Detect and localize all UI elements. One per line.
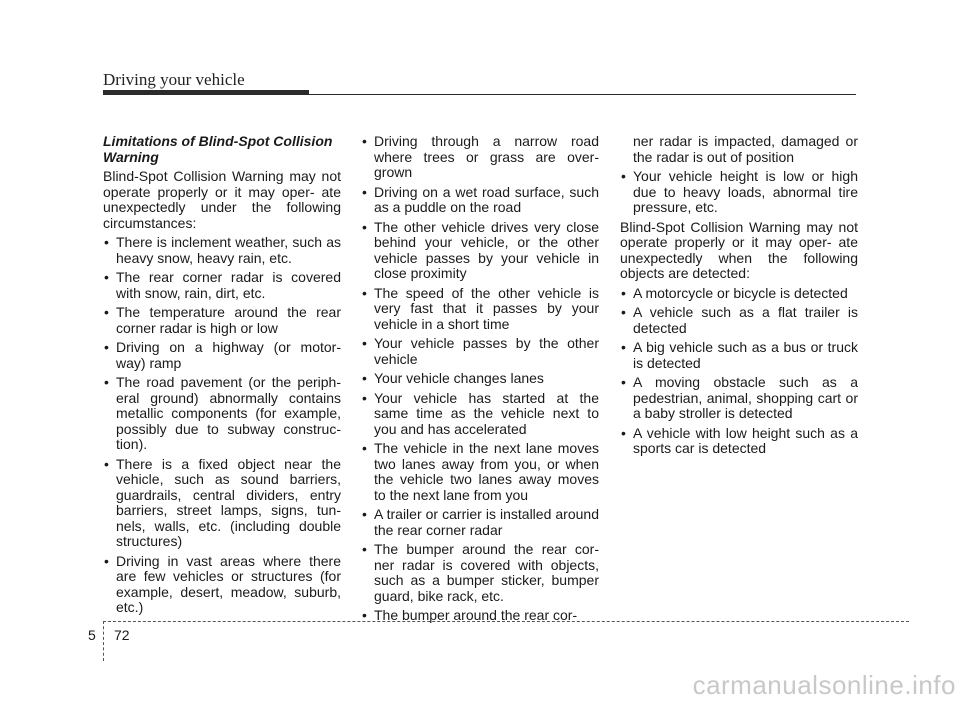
watermark: carmanualsonline.info: [692, 670, 956, 700]
list-item: • The rear corner radar is covered with snow, rain, dirt, etc.: [103, 270, 341, 301]
header-title: Driving your vehicle: [103, 70, 245, 89]
column-2: [361, 134, 599, 628]
list-item: • The road pavement (or the periph- eral ground) abnormally contains metallic components (for example, possibly due to subway construc- tion).: [103, 375, 341, 453]
footer-rule: [103, 621, 909, 622]
list-item: • There is inclement weather, such as heavy snow, heavy rain, etc.: [103, 235, 341, 266]
list-item: • Driving on a highway (or motor- way) ramp: [103, 340, 341, 371]
list-item: • The speed of the other vehicle is very fast that it passes by your vehicle in a short time: [361, 286, 599, 333]
condition-list: [361, 134, 599, 624]
list-item: • Your vehicle passes by the other vehicle: [361, 336, 599, 367]
footer-divider: [103, 621, 104, 661]
object-list: [620, 286, 858, 457]
list-item: • Driving in vast areas where there are few vehicles or structures (for example, desert, meadow, suburb, etc.): [103, 554, 341, 616]
intro-paragraph: Blind-Spot Collision Warning may not operate properly or it may oper- ate unexpectedly under the following circumstances:: [103, 168, 341, 231]
header-rule: [309, 94, 856, 95]
list-item: • The bumper around the rear cor- ner radar is covered with objects, such as a bumper sticker, bumper guard, bike rack, etc.: [361, 542, 599, 604]
intro-paragraph: Blind-Spot Collision Warning may not operate properly or it may oper- ate unexpectedly when the following objects are detected:: [620, 218, 858, 281]
list-item: • A big vehicle such as a bus or truck is detected: [620, 340, 858, 371]
list-item: • Your vehicle height is low or high due to heavy loads, abnormal tire pressure, etc.: [620, 169, 858, 216]
list-item: • A trailer or carrier is installed around the rear corner radar: [361, 507, 599, 538]
header-bar: [103, 90, 309, 95]
column-3: [620, 134, 858, 461]
list-item: • Your vehicle has started at the same time as the vehicle next to you and has accelerated: [361, 391, 599, 438]
section-heading: Limitations of Blind-Spot Collision Warning: [103, 133, 333, 165]
column-1: [103, 134, 341, 620]
list-item: • A moving obstacle such as a pedestrian, animal, shopping cart or a baby stroller is detected: [620, 375, 858, 422]
page-number: 72: [114, 627, 130, 643]
list-item: • A vehicle with low height such as a sports car is detected: [620, 426, 858, 457]
list-item: • There is a fixed object near the vehicle, such as sound barriers, guardrails, central dividers, entry barriers, street lamps, signs, tun- nels, walls, etc. (including double structures): [103, 457, 341, 550]
condition-list: [620, 169, 858, 216]
list-item: • The other vehicle drives very close behind your vehicle, or the other vehicle passes by your vehicle in close proximity: [361, 220, 599, 282]
chapter-number: 5: [88, 627, 96, 643]
condition-list: [103, 235, 341, 616]
list-item: • Your vehicle changes lanes: [361, 371, 599, 387]
list-item: • The bumper around the rear cor-: [361, 608, 599, 624]
list-item: • Driving on a wet road surface, such as a puddle on the road: [361, 185, 599, 216]
list-item: • A vehicle such as a flat trailer is detected: [620, 305, 858, 336]
list-item: • A motorcycle or bicycle is detected: [620, 286, 858, 302]
list-item-continuation: ner radar is impacted, damaged or the radar is out of position: [633, 133, 858, 165]
list-item: • The temperature around the rear corner radar is high or low: [103, 305, 341, 336]
list-item: • Driving through a narrow road where trees or grass are over- grown: [361, 134, 599, 181]
list-item: • The vehicle in the next lane moves two lanes away from you, or when the vehicle two lanes away moves to the next lane from you: [361, 441, 599, 503]
